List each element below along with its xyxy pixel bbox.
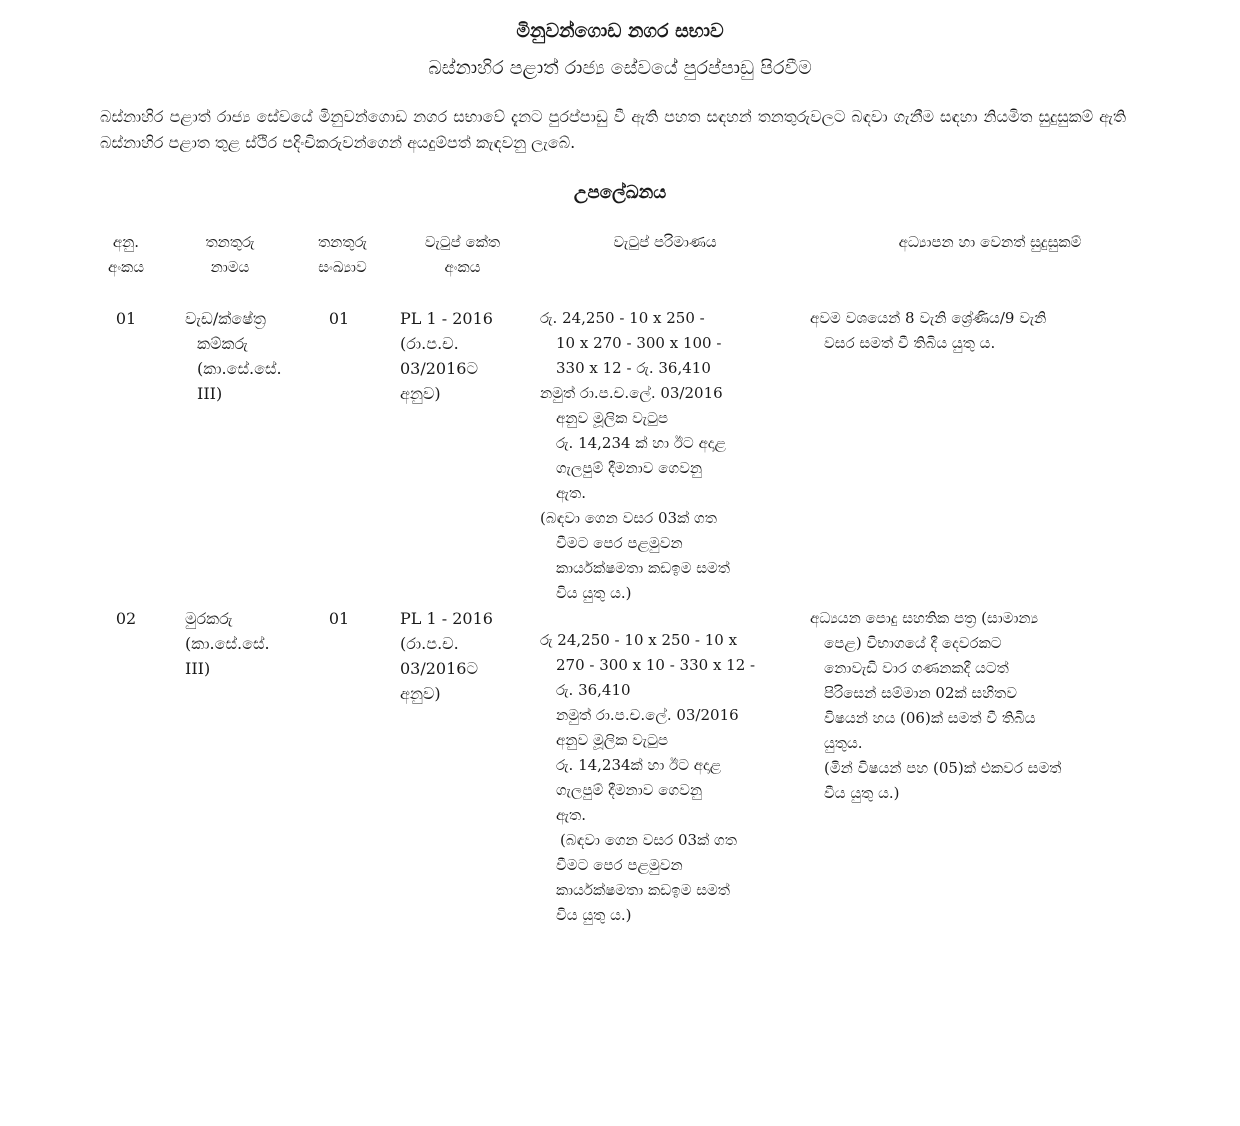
row2-salary-scale xyxy=(540,628,780,928)
row2-salary-code-line: 03/2016ට xyxy=(400,659,478,678)
header-salary-scale xyxy=(555,230,775,255)
row2-salary-line: රු. 14,234ක් හා ඊට අදාළ xyxy=(556,756,722,774)
row1-salary-line: විය යුතු ය.) xyxy=(556,584,632,602)
row1-salary-code-line: (රා.ප.ච. xyxy=(400,334,459,353)
header-salary-code-line: වැටුප් කේත xyxy=(424,233,501,251)
row2-salary-line: ගැලපුම් දීමනාව ගෙවනු xyxy=(556,781,703,799)
row2-salary-line: නමුත් රා.ප.ච.ලේ. 03/2016 xyxy=(556,706,739,724)
row1-post-count: 01 xyxy=(328,309,350,328)
header-salary-code xyxy=(405,230,520,280)
row2-salary-line: රු. 36,410 xyxy=(556,681,631,699)
schedule-heading: උපලේඛනය xyxy=(573,182,667,203)
row1-post-line: (කා.සේ.සේ. xyxy=(197,359,282,378)
row2-salary-code xyxy=(400,606,530,706)
row2-salary-line: කාර්යක්ෂමතා කඩඉම සමත් xyxy=(556,881,730,899)
row1-post-name xyxy=(185,306,295,406)
row2-post-name xyxy=(185,606,295,681)
row2-serial-no: 02 xyxy=(115,609,137,628)
page-title: මිනුවන්ගොඩ නගර සභාව xyxy=(516,20,724,42)
row2-salary-line: රු 24,250 - 10 x 250 - 10 x xyxy=(540,631,738,649)
row2-qualification-line: යුතුය. xyxy=(824,734,863,752)
row1-salary-code-line: අනුව) xyxy=(400,384,441,403)
page-subtitle: බස්නාහිර පළාත් රාජ්‍ය සේවයේ පුරප්පාඩු පිරවීම xyxy=(428,57,812,79)
row1-salary-line: කාර්යක්ෂමතා කඩඉම සමත් xyxy=(556,559,730,577)
header-qualifications xyxy=(845,230,1135,255)
row2-post-count: 01 xyxy=(328,609,350,628)
row1-post-line: III) xyxy=(197,384,223,403)
row1-salary-code xyxy=(400,306,530,406)
row2-post-line: (කා.සේ.සේ. xyxy=(185,634,270,653)
header-post-count xyxy=(300,230,385,280)
row1-post-line: වැඩ/ක්ෂේත්‍ර xyxy=(185,309,266,328)
row1-post-line: කම්කරු xyxy=(197,334,248,353)
row1-salary-line: අනුව මූලික වැටුප xyxy=(556,409,669,427)
row1-salary-line: නමුත් රා.ප.ච.ලේ. 03/2016 xyxy=(540,384,723,402)
row2-post-line: III) xyxy=(185,659,211,678)
intro-paragraph: බස්නාහිර පළාත් රාජ්‍ය සේවයේ මිනුවන්ගොඩ නගර සභාවේ දැනට පුරප්පාඩු වී ඇති පහත සඳහන් තනතුරුවලට බඳවා ගැනීම සඳහා නියමිත සුදුසුකම් ඇති බස්නාහිර පළාත තුළ ස්ථිර පදිංචිකරුවන්ගෙන් අයදුම්පත් කැඳවනු ලැබේ. xyxy=(100,107,1126,152)
header-serial-no xyxy=(95,230,157,280)
header-salary-code-line: අංකය xyxy=(444,258,481,276)
row2-qualification-line: (මින් විෂයන් පහ (05)ක් එකවර සමත් xyxy=(824,759,1062,777)
row2-salary-line: ඇත. xyxy=(556,806,586,824)
row1-salary-line: 10 x 270 - 300 x 100 - xyxy=(556,334,722,352)
row1-salary-line: (බඳවා ගෙන වසර 03ක් ගත xyxy=(540,509,717,527)
row1-salary-line: ගැලපුම් දීමනාව ගෙවනු xyxy=(556,459,703,477)
row2-salary-line: 270 - 300 x 10 - 330 x 12 - xyxy=(556,656,756,674)
header-salary-scale-line: වැටුප් පරිමාණය xyxy=(613,233,717,251)
header-post-count-line: සංඛ්‍යාව xyxy=(318,258,367,276)
row2-salary-code-line: PL 1 - 2016 xyxy=(400,609,493,628)
row2-qualification-line: පිරිසෙන් සම්මාන 02ක් සහිතව xyxy=(824,684,1017,702)
header-post-count-line: තනතුරු xyxy=(317,233,368,251)
header-serial-no-line: අනු. xyxy=(112,233,140,251)
header-post-name-line: නාමය xyxy=(210,258,250,276)
row1-qualification-line: වසර සමත් වී තිබිය යුතු ය. xyxy=(824,334,996,352)
row1-salary-line: රු. 14,234 ක් හා ඊට අදාළ xyxy=(556,434,726,452)
row2-salary-code-line: (රා.ප.ච. xyxy=(400,634,459,653)
header-serial-no-line: අංකය xyxy=(107,258,144,276)
row1-salary-line: ඇත. xyxy=(556,484,586,502)
header-qualifications-line: අධ්‍යාපන හා වෙනත් සුදුසුකම් xyxy=(898,233,1082,251)
row2-salary-line: (බඳවා ගෙන වසර 03ක් ගත xyxy=(560,831,737,849)
row2-qualification-line: වීය යුතු ය.) xyxy=(824,784,900,802)
row1-qualifications xyxy=(810,306,1130,356)
row1-salary-line: රු. 24,250 - 10 x 250 - xyxy=(540,309,705,327)
row2-salary-line: අනුව මූලික වැටුප xyxy=(556,731,669,749)
header-post-name-line: තනතුරු xyxy=(205,233,255,251)
row1-salary-code-line: PL 1 - 2016 xyxy=(400,309,493,328)
row2-qualification-line: පෙළ) විභාගයේ දී දෙවරකට xyxy=(824,634,1002,652)
row1-salary-code-line: 03/2016ට xyxy=(400,359,478,378)
row1-serial-no: 01 xyxy=(115,309,137,328)
row2-salary-code-line: අනුව) xyxy=(400,684,441,703)
row2-qualifications xyxy=(810,606,1130,806)
row2-post-line: මුරකරු xyxy=(185,609,233,628)
row2-qualification-line: නොවැඩි වාර ගණනකදී යටත් xyxy=(824,659,1009,677)
row2-salary-line: විය යුතු ය.) xyxy=(556,906,632,924)
row1-salary-line: වීමට පෙර පළමුවන xyxy=(556,534,683,552)
row2-qualification-line: විෂයන් හය (06)ක් සමත් වී තිබිය xyxy=(824,709,1036,727)
row1-salary-scale xyxy=(540,306,780,606)
row1-qualification-line: අවම වශයෙන් 8 වැනි ශ්‍රේණිය/9 වැනි xyxy=(810,309,1047,327)
row2-salary-line: වීමට පෙර පළමුවන xyxy=(556,856,683,874)
row1-salary-line: 330 x 12 - රු. 36,410 xyxy=(556,359,711,377)
row2-qualification-line: අධ්‍යයන පොදු සහතික පත්‍ර (සාමාන්‍ය xyxy=(810,609,1039,627)
header-post-name xyxy=(185,230,275,280)
